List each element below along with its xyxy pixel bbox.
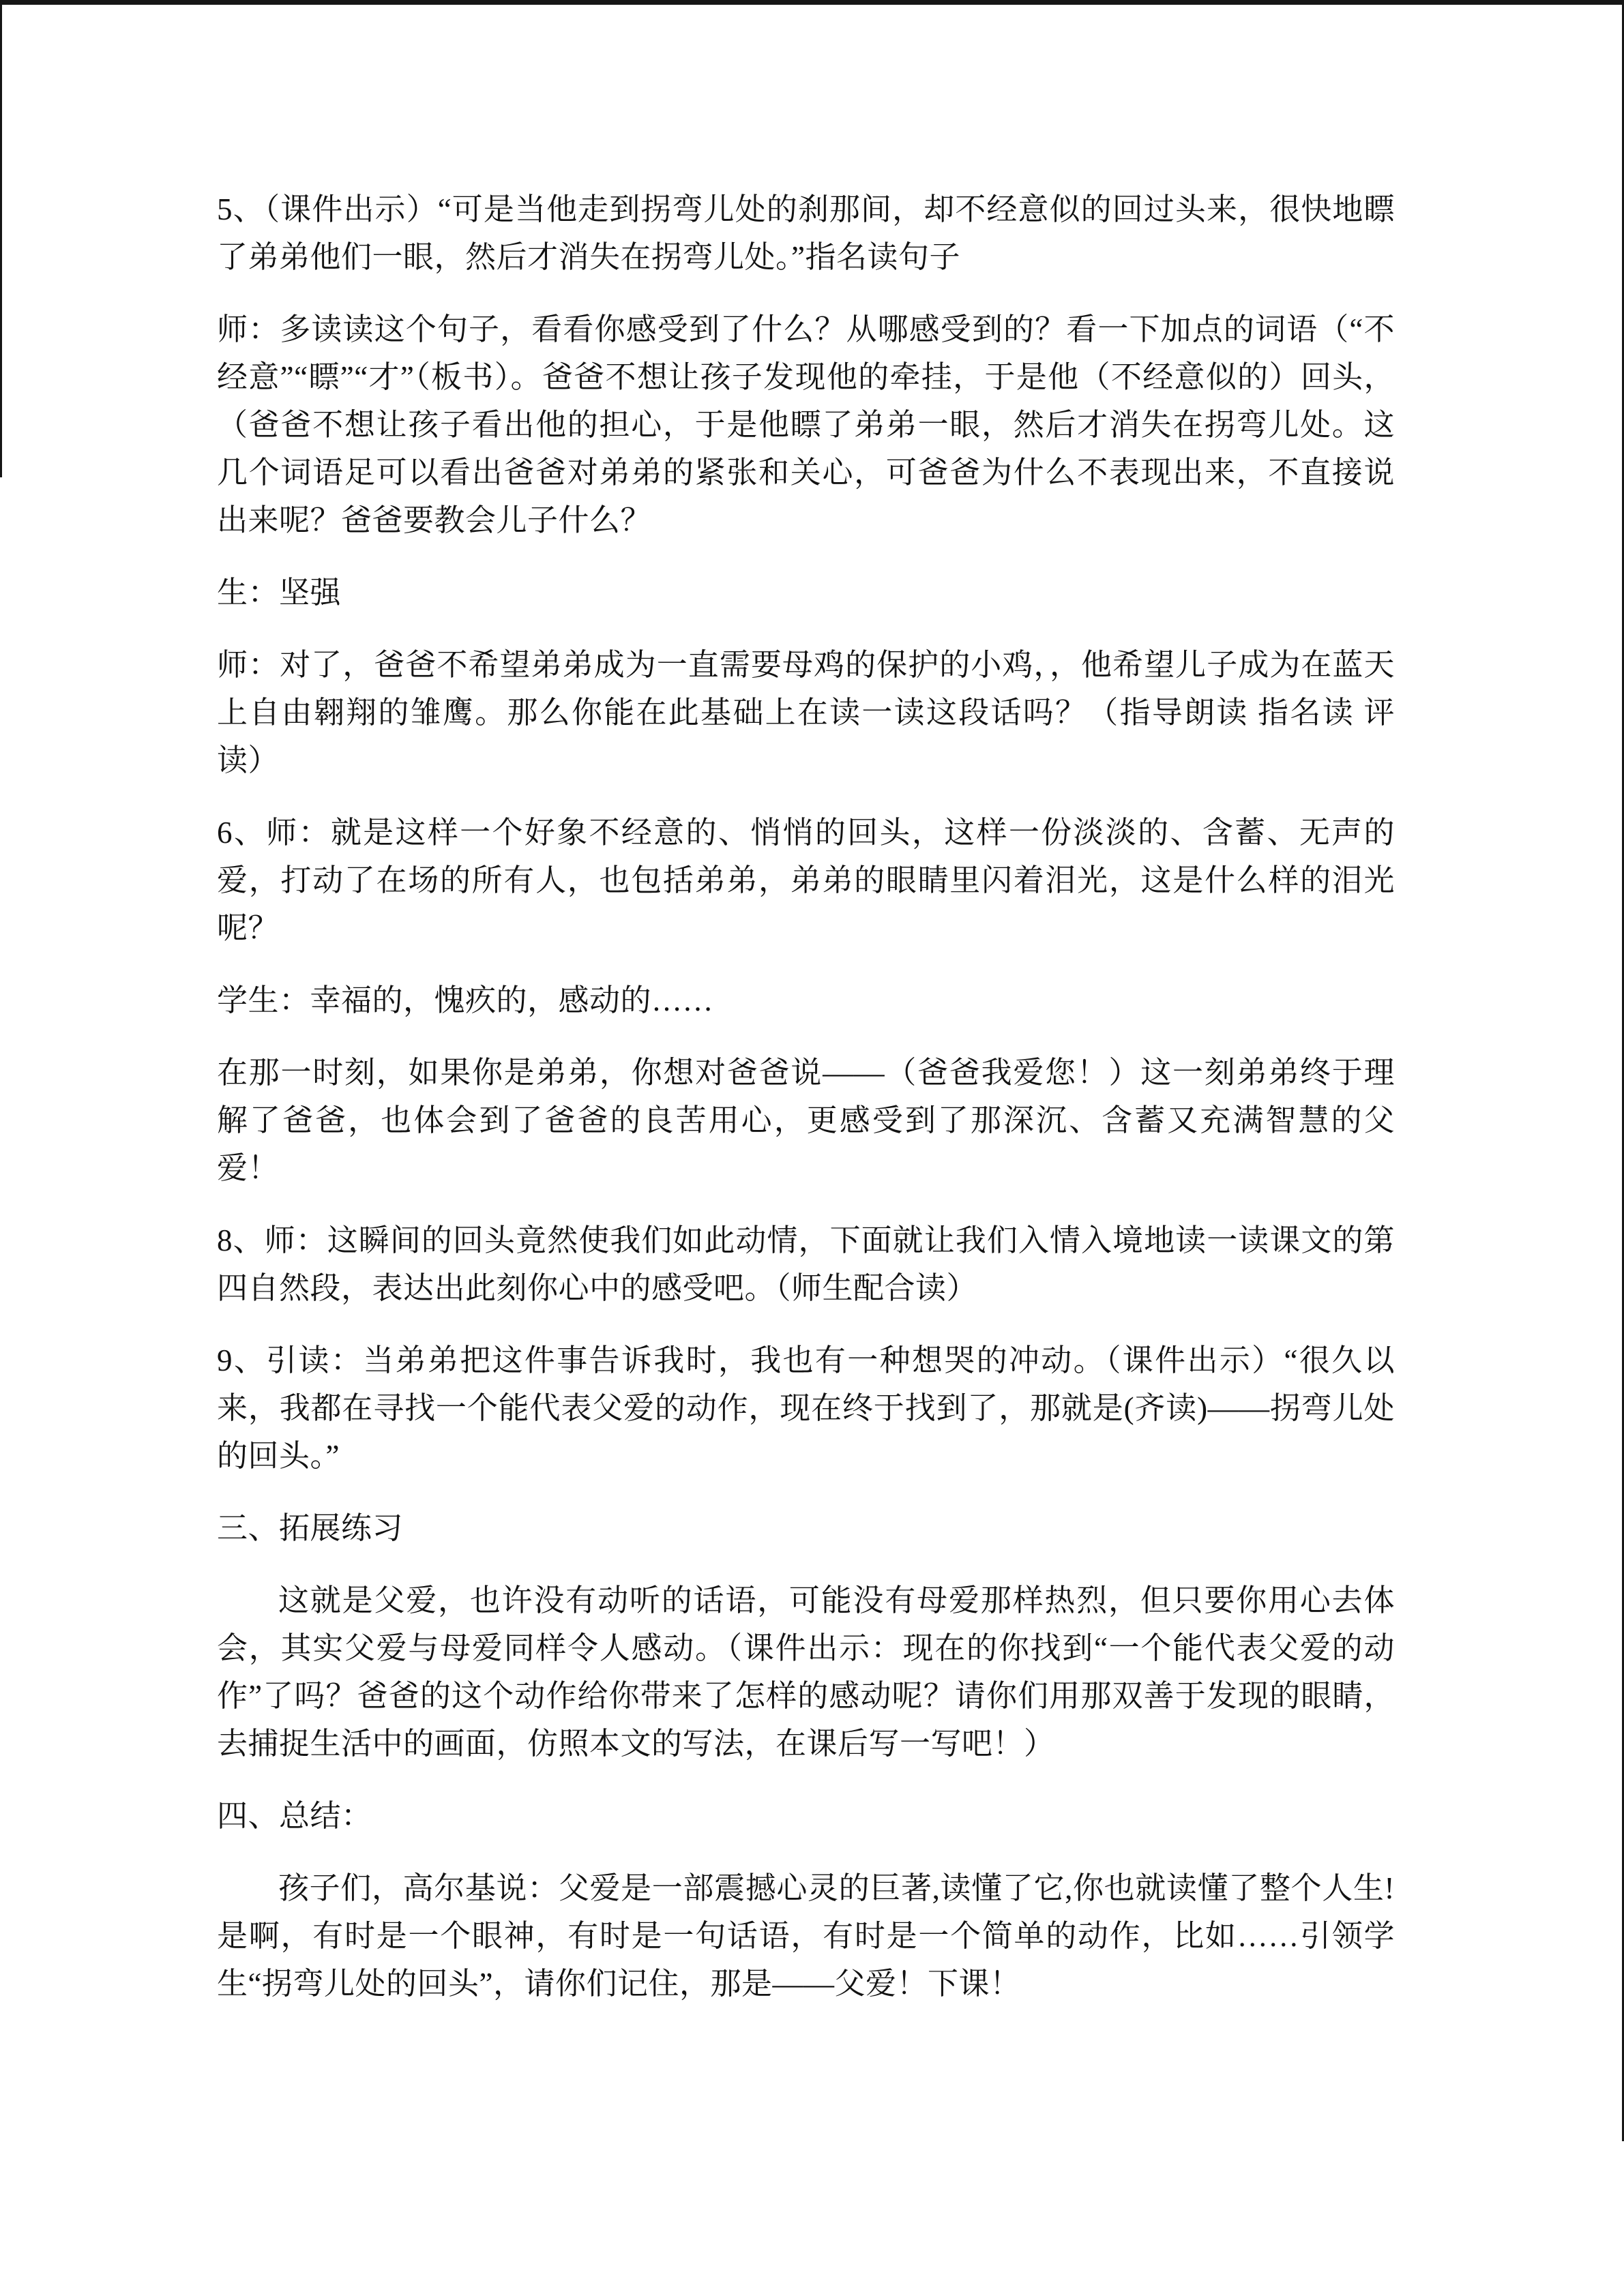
paragraph-teacher-question: 师：多读读这个句子，看看你感受到了什么？从哪感受到的？看一下加点的词语（“不经意”“瞟”“才”（板书）。爸爸不想让孩子发现他的牵挂，于是他（不经意似的）回头，（爸爸不想让孩子看出他的担心，于是他瞟了弟弟一眼，然后才消失在拐弯儿处。这几个词语足可以看出爸爸对弟弟的紧张和关心，可爸爸为什么不表现出来，不直接说出来呢？爸爸要教会儿子什么？ — [217, 312, 1395, 537]
paragraph-summary: 孩子们，高尔基说：父爱是一部震撼心灵的巨著,读懂了它,你也就读懂了整个人生!是啊，有时是一个眼神，有时是一句话语，有时是一个简单的动作，比如……引领学生“拐弯儿处的回头”，请你们记住，那是——父爱！下课！ — [217, 1871, 1395, 2001]
paragraph-step5: 5、（课件出示）“可是当他走到拐弯儿处的刹那间，却不经意似的回过头来，很快地瞟了弟弟他们一眼，然后才消失在拐弯儿处。”指名读句子 — [217, 192, 1395, 274]
paragraph-teacher-reply: 师：对了，爸爸不希望弟弟成为一直需要母鸡的保护的小鸡，，他希望儿子成为在蓝天上自由翱翔的雏鹰。那么你能在此基础上在读一读这段话吗？（指导朗读 指名读 评读） — [217, 648, 1395, 777]
scan-edge-top — [0, 0, 1624, 5]
scan-edge-left — [0, 0, 2, 477]
section-heading-4: 四、总结： — [217, 1799, 372, 1833]
paragraph-student-answer-2: 学生：幸福的，愧疚的，感动的…… — [217, 983, 714, 1017]
paragraph-step9: 9、引读：当弟弟把这件事告诉我时，我也有一种想哭的冲动。（课件出示）“很久以来，我都在寻找一个能代表父爱的动作，现在终于找到了，那就是(齐读)——拐弯儿处的回头。” — [217, 1343, 1395, 1473]
paragraph-step8: 8、师：这瞬间的回头竟然使我们如此动情，下面就让我们入情入境地读一读课文的第四自然段，表达出此刻你心中的感受吧。（师生配合读） — [217, 1223, 1395, 1305]
document-content — [217, 185, 1395, 2032]
paragraph-student-answer: 生：坚强 — [217, 576, 342, 610]
paragraph-that-moment: 在那一时刻，如果你是弟弟，你想对爸爸说——（爸爸我爱您！）这一刻弟弟终于理解了爸爸，也体会到了爸爸的良苦用心，更感受到了那深沉、含蓄又充满智慧的父爱！ — [217, 1056, 1395, 1185]
paragraph-extension-practice: 这就是父爱，也许没有动听的话语，可能没有母爱那样热烈，但只要你用心去体会，其实父爱与母爱同样令人感动。（课件出示：现在的你找到“一个能代表父爱的动作”了吗？爸爸的这个动作给你带来了怎样的感动呢？请你们用那双善于发现的眼睛，去捕捉生活中的画面，仿照本文的写法，在课后写一写吧！） — [217, 1583, 1395, 1761]
section-heading-3: 三、拓展练习 — [217, 1511, 404, 1545]
paragraph-step6: 6、师：就是这样一个好象不经意的、悄悄的回头，这样一份淡淡的、含蓄、无声的爱，打动了在场的所有人，也包括弟弟，弟弟的眼睛里闪着泪光，这是什么样的泪光呢？ — [217, 816, 1395, 945]
